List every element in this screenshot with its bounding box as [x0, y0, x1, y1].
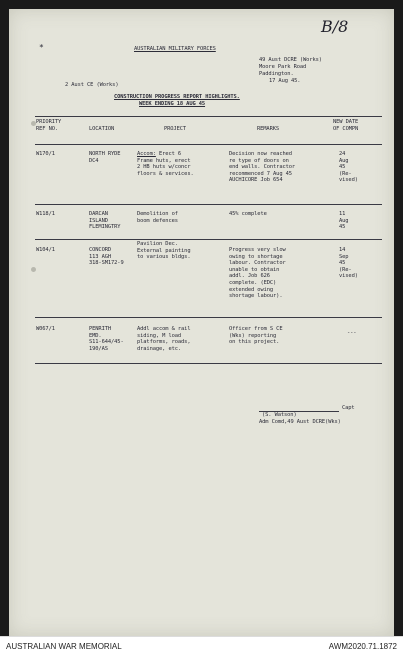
row-location: PENRITH EMD. S11-644/45- 190/AS [89, 326, 124, 352]
row-remarks: Decision now reached re type of doors on end walls. Contractor recommenced 7 Aug 45 AUCHICORE Job 654 [229, 151, 296, 184]
document-heading: AUSTRALIAN MILITARY FORCES [134, 46, 216, 52]
row-project: Pavilion Dec. External painting to various bldgs. [137, 241, 191, 261]
address-line: 49 Aust DCRE (Works) [259, 57, 322, 63]
row-ref: W170/1 [36, 151, 55, 157]
table-top-rule [35, 116, 382, 117]
row-project-text: Erect 6 Frame huts, erect 2 HB huts w/concr floors & services. [137, 151, 194, 177]
row-rule [35, 317, 382, 318]
header-remarks: REMARKS [257, 126, 280, 132]
row-location: NORTH RYDE DC4 [89, 151, 121, 164]
report-subtitle: WEEK ENDING 18 AUG 45 [139, 101, 206, 107]
row-ref: W067/1 [36, 326, 55, 332]
signature-name: (S. Watson) [262, 412, 297, 418]
document-page [9, 9, 394, 636]
header-date: NEW DATE OF COMPN [333, 119, 359, 132]
row-rule [35, 239, 382, 240]
footer-accession-number: AWM2020.71.1872 [328, 642, 397, 651]
archive-footer [0, 636, 403, 654]
signature-title: Adm Comd,49 Aust DCRE(Wks) [259, 419, 341, 425]
row-remarks: 45% complete [229, 211, 267, 217]
row-remarks: Officer from S CE (Wks) reporting on this project. [229, 326, 283, 346]
row-remarks: Progress very slow owing to shortage labour. Contractor unable to obtain addl. Job 626 complete. (EDC) extended owing shortage labour). [229, 247, 286, 300]
row-ref: W104/1 [36, 247, 55, 253]
reference-line: 2 Aust CE (Works) [65, 82, 119, 88]
row-location: CONCORD 113 AGH 318-SM172-9 [89, 247, 124, 267]
row-location: DARCAN ISLAND FLEMINGTRY [89, 211, 121, 231]
footer-institution: AUSTRALIAN WAR MEMORIAL [6, 642, 122, 651]
row-project: Demolition of boom defences [137, 211, 178, 224]
row-project: Addl accom & rail siding, M load platforms, roads, drainage, etc. [137, 326, 191, 352]
punch-hole [31, 267, 36, 272]
address-line: Moore Park Road [259, 64, 307, 70]
row-date: 24 Aug 45 (Re- vised) [339, 151, 358, 184]
header-rule [35, 144, 382, 145]
header-project: PROJECT [164, 126, 187, 132]
header-ref: PRIORITY REF NO. [36, 119, 62, 132]
row-date: 11 Aug 45 [339, 211, 349, 231]
signature-rank: Capt [342, 405, 355, 411]
row-project [137, 151, 194, 177]
row-date: --- [347, 330, 357, 336]
row-project-heading: Accom: [137, 151, 156, 157]
row-ref: W118/1 [36, 211, 55, 217]
table-bottom-rule [35, 363, 382, 364]
corner-mark: * [39, 43, 44, 52]
address-line: Paddington. [259, 71, 294, 77]
row-date: 14 Sep 45 (Re- vised) [339, 247, 358, 280]
handwritten-page-number: B/8 [321, 17, 349, 36]
report-title: CONSTRUCTION PROGRESS REPORT HIGHLIGHTS. [114, 94, 240, 100]
address-line: 17 Aug 45. [269, 78, 301, 84]
row-rule [35, 204, 382, 205]
header-location: LOCATION [89, 126, 115, 132]
